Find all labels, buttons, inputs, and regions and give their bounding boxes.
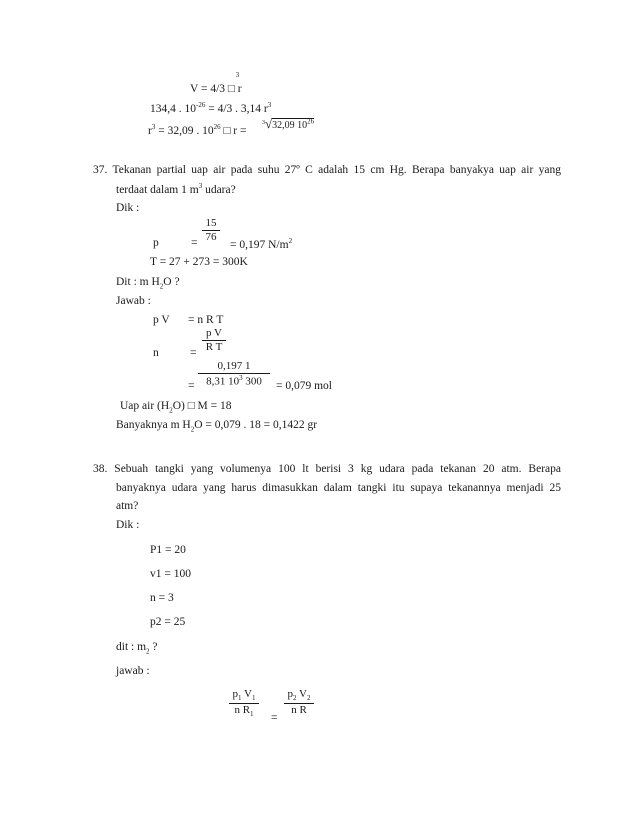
q37-pv: p V — [153, 314, 170, 326]
q37-dik: Dik : — [116, 202, 140, 214]
q37-question-line2: terdaat dalam 1 $m^3$ udara? — [116, 182, 236, 196]
q38-question-line1: 38. Sebuah tangki yang volumenya 100 lt berisi 3 kg udara pada tekanan 20 atm. Berapa — [93, 463, 561, 475]
q37-question-line1: 37. Tekanan partial uap air pada suhu 27º C adalah 15 cm Hg. Berapa banyakya uap air yang — [93, 164, 561, 176]
q37-calc-fraction: 0,197 1 8,31 $10^3$ 300 — [198, 361, 270, 388]
q38-n: n = 3 — [150, 592, 174, 604]
q37-p-equals: = — [191, 237, 198, 249]
q37-pressure-value: = 0,197 $N/m^2$ — [230, 237, 293, 251]
q37-n-label: n — [153, 347, 159, 359]
q38-question-line2: banyaknya udara yang harus dimasukkan dalam tangki itu supaya tekanannya menjadi 25 — [116, 482, 561, 494]
q37-dit: Dit : m $H_2O$ ? — [116, 276, 180, 291]
q38-v1: v1 = 100 — [150, 568, 191, 580]
q37-gas-law: = n R T — [188, 314, 224, 326]
q38-fraction-left: $p_1$ $V_1$ n $R_1$ — [229, 689, 259, 718]
q37-p-label: p — [153, 237, 159, 249]
q38-dik: Dik : — [116, 519, 140, 531]
q38-dit: dit : $m_2$ ? — [116, 641, 158, 656]
q38-fraction-right: $p_2$ $V_2$ n R — [284, 689, 314, 716]
q37-molar-mass: Uap air $(H_2O)$ □ M = 18 — [120, 400, 232, 415]
q37-pressure-fraction: 15 76 — [202, 218, 220, 243]
q37-n-fraction: p V R T — [202, 328, 226, 353]
q38-question-line3: atm? — [116, 500, 139, 512]
volume-formula: V = 4/3 □ $r^3$ — [190, 71, 242, 95]
q38-jawab: jawab : — [116, 665, 150, 677]
cube-root-expression: $^3$√32,09 $10^{26}$ — [262, 116, 315, 131]
q38-p2: p2 = 25 — [150, 616, 186, 628]
q37-result-mol: = 0,079 mol — [276, 380, 333, 392]
radius-equation: $r^3 = 32,09$ . $10^{26}$ □ r = — [148, 123, 247, 137]
q37-temperature: T = 27 + 273 = 300K — [150, 256, 248, 268]
q37-final-answer: Banyaknya m $H_2O = 0,079$ . 18 = 0,1422 gr — [116, 419, 318, 434]
mass-equation: 134,4 . $10^{-26} = 4/3$ . 3,14 $r^3$ — [150, 101, 272, 115]
q37-jawab: Jawab : — [116, 295, 151, 307]
q38-p1: P1 = 20 — [150, 544, 186, 556]
q37-calc-equals: = — [188, 380, 195, 392]
q37-n-equals: = — [190, 347, 197, 359]
q38-equals: = — [271, 712, 278, 724]
